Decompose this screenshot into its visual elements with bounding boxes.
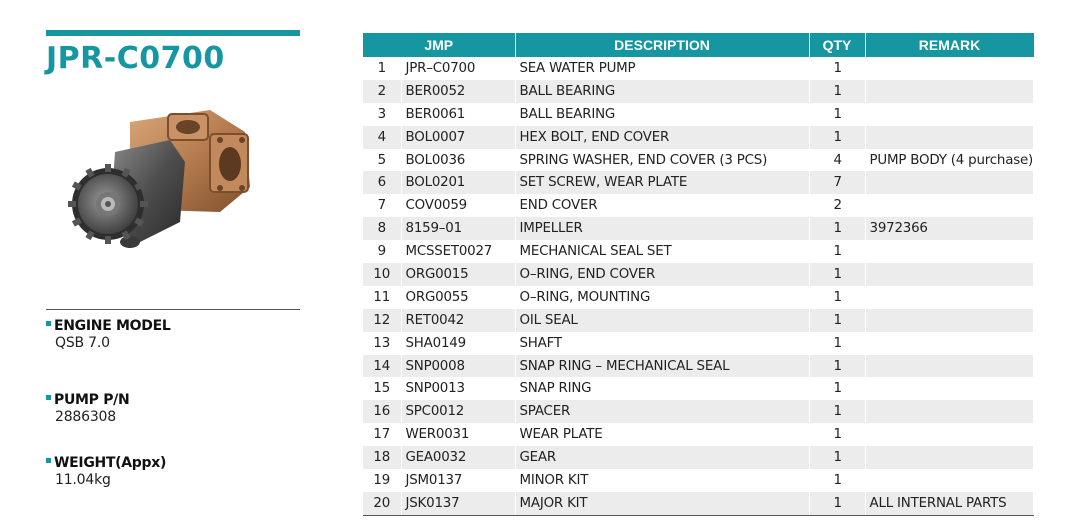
part-number: SPC0012 bbox=[401, 400, 515, 423]
part-remark: PUMP BODY (4 purchase) bbox=[865, 149, 1034, 172]
part-number: COV0059 bbox=[401, 194, 515, 217]
table-body bbox=[363, 57, 1034, 515]
parts-table bbox=[363, 33, 1034, 516]
row-number: 2 bbox=[363, 80, 401, 103]
table-row bbox=[363, 149, 1034, 172]
row-number: 12 bbox=[363, 309, 401, 332]
row-number: 1 bbox=[363, 57, 401, 80]
table-row bbox=[363, 103, 1034, 126]
table-row bbox=[363, 217, 1034, 240]
part-remark bbox=[865, 263, 1034, 286]
bullet-icon bbox=[46, 458, 51, 463]
part-number: ORG0015 bbox=[401, 263, 515, 286]
part-remark: ALL INTERNAL PARTS bbox=[865, 492, 1034, 515]
table-row bbox=[363, 126, 1034, 149]
table-row bbox=[363, 332, 1034, 355]
table-row bbox=[363, 286, 1034, 309]
part-description: HEX BOLT, END COVER bbox=[515, 126, 809, 149]
part-number: MCSSET0027 bbox=[401, 240, 515, 263]
part-number: BER0061 bbox=[401, 103, 515, 126]
part-remark bbox=[865, 332, 1034, 355]
bullet-icon bbox=[46, 395, 51, 400]
part-qty: 1 bbox=[809, 492, 865, 515]
part-description: O–RING, END COVER bbox=[515, 263, 809, 286]
part-number: JSM0137 bbox=[401, 469, 515, 492]
part-remark bbox=[865, 126, 1034, 149]
row-number: 19 bbox=[363, 469, 401, 492]
row-number: 20 bbox=[363, 492, 401, 515]
part-qty: 1 bbox=[809, 332, 865, 355]
part-remark bbox=[865, 355, 1034, 378]
spec-value: 11.04kg bbox=[55, 472, 111, 488]
table-row bbox=[363, 423, 1034, 446]
part-qty: 1 bbox=[809, 217, 865, 240]
row-number: 6 bbox=[363, 171, 401, 194]
table-row bbox=[363, 355, 1034, 378]
part-description: SNAP RING – MECHANICAL SEAL bbox=[515, 355, 809, 378]
table-row bbox=[363, 194, 1034, 217]
row-number: 11 bbox=[363, 286, 401, 309]
spec-value: 2886308 bbox=[55, 409, 116, 425]
part-remark bbox=[865, 446, 1034, 469]
divider bbox=[46, 309, 300, 310]
spec-label: ENGINE MODEL bbox=[54, 318, 171, 334]
spec-pump-pn bbox=[46, 392, 129, 425]
part-qty: 1 bbox=[809, 80, 865, 103]
row-number: 17 bbox=[363, 423, 401, 446]
table-row bbox=[363, 492, 1034, 515]
part-number: 8159–01 bbox=[401, 217, 515, 240]
part-number: SNP0008 bbox=[401, 355, 515, 378]
row-number: 3 bbox=[363, 103, 401, 126]
part-qty: 1 bbox=[809, 469, 865, 492]
spec-weight bbox=[46, 455, 166, 488]
part-qty: 1 bbox=[809, 446, 865, 469]
part-qty: 2 bbox=[809, 194, 865, 217]
header-description: DESCRIPTION bbox=[515, 33, 809, 57]
header-jmp: JMP bbox=[363, 33, 515, 57]
part-remark bbox=[865, 57, 1034, 80]
part-qty: 1 bbox=[809, 240, 865, 263]
part-qty: 1 bbox=[809, 103, 865, 126]
part-remark bbox=[865, 286, 1034, 309]
spec-value: QSB 7.0 bbox=[55, 335, 110, 351]
part-number: BOL0036 bbox=[401, 149, 515, 172]
row-number: 4 bbox=[363, 126, 401, 149]
part-description: SPRING WASHER, END COVER (3 PCS) bbox=[515, 149, 809, 172]
part-qty: 1 bbox=[809, 377, 865, 400]
part-remark bbox=[865, 377, 1034, 400]
part-number: ORG0055 bbox=[401, 286, 515, 309]
part-description: SNAP RING bbox=[515, 377, 809, 400]
part-qty: 7 bbox=[809, 171, 865, 194]
part-description: END COVER bbox=[515, 194, 809, 217]
part-remark bbox=[865, 103, 1034, 126]
row-number: 16 bbox=[363, 400, 401, 423]
part-number: BOL0007 bbox=[401, 126, 515, 149]
part-description: O–RING, MOUNTING bbox=[515, 286, 809, 309]
table-row bbox=[363, 309, 1034, 332]
table-row bbox=[363, 377, 1034, 400]
part-remark bbox=[865, 171, 1034, 194]
product-title: JPR-C0700 bbox=[46, 41, 225, 76]
pump-image bbox=[60, 92, 280, 272]
spec-label: PUMP P/N bbox=[54, 392, 130, 408]
part-qty: 1 bbox=[809, 263, 865, 286]
title-accent-bar bbox=[46, 30, 300, 36]
header-qty: QTY bbox=[809, 33, 865, 57]
table-row bbox=[363, 446, 1034, 469]
part-qty: 1 bbox=[809, 400, 865, 423]
part-description: SHAFT bbox=[515, 332, 809, 355]
part-remark bbox=[865, 240, 1034, 263]
table-header-row bbox=[363, 33, 1034, 57]
spec-label: WEIGHT(Appx) bbox=[54, 455, 167, 471]
part-description: MAJOR KIT bbox=[515, 492, 809, 515]
part-qty: 1 bbox=[809, 309, 865, 332]
table-row bbox=[363, 469, 1034, 492]
part-remark: 3972366 bbox=[865, 217, 1034, 240]
row-number: 8 bbox=[363, 217, 401, 240]
table-row bbox=[363, 57, 1034, 80]
spec-engine-model bbox=[46, 318, 170, 351]
part-description: SET SCREW, WEAR PLATE bbox=[515, 171, 809, 194]
part-description: SEA WATER PUMP bbox=[515, 57, 809, 80]
part-qty: 1 bbox=[809, 126, 865, 149]
part-qty: 1 bbox=[809, 57, 865, 80]
part-description: SPACER bbox=[515, 400, 809, 423]
part-number: BOL0201 bbox=[401, 171, 515, 194]
part-remark bbox=[865, 469, 1034, 492]
table-row bbox=[363, 171, 1034, 194]
part-number: BER0052 bbox=[401, 80, 515, 103]
part-number: WER0031 bbox=[401, 423, 515, 446]
row-number: 15 bbox=[363, 377, 401, 400]
part-description: IMPELLER bbox=[515, 217, 809, 240]
product-panel bbox=[0, 0, 310, 532]
part-remark bbox=[865, 80, 1034, 103]
part-remark bbox=[865, 400, 1034, 423]
part-description: BALL BEARING bbox=[515, 103, 809, 126]
part-number: SHA0149 bbox=[401, 332, 515, 355]
table-row bbox=[363, 240, 1034, 263]
row-number: 5 bbox=[363, 149, 401, 172]
part-description: WEAR PLATE bbox=[515, 423, 809, 446]
row-number: 18 bbox=[363, 446, 401, 469]
row-number: 10 bbox=[363, 263, 401, 286]
header-remark: REMARK bbox=[865, 33, 1034, 57]
part-number: SNP0013 bbox=[401, 377, 515, 400]
part-qty: 1 bbox=[809, 423, 865, 446]
part-qty: 1 bbox=[809, 355, 865, 378]
part-description: MINOR KIT bbox=[515, 469, 809, 492]
part-qty: 1 bbox=[809, 286, 865, 309]
part-remark bbox=[865, 423, 1034, 446]
part-description: BALL BEARING bbox=[515, 80, 809, 103]
table-row bbox=[363, 263, 1034, 286]
row-number: 7 bbox=[363, 194, 401, 217]
row-number: 13 bbox=[363, 332, 401, 355]
part-remark bbox=[865, 194, 1034, 217]
table-row bbox=[363, 80, 1034, 103]
part-description: OIL SEAL bbox=[515, 309, 809, 332]
row-number: 9 bbox=[363, 240, 401, 263]
part-description: GEAR bbox=[515, 446, 809, 469]
part-remark bbox=[865, 309, 1034, 332]
part-number: JSK0137 bbox=[401, 492, 515, 515]
table-row bbox=[363, 400, 1034, 423]
part-number: GEA0032 bbox=[401, 446, 515, 469]
part-number: RET0042 bbox=[401, 309, 515, 332]
bullet-icon bbox=[46, 321, 51, 326]
part-description: MECHANICAL SEAL SET bbox=[515, 240, 809, 263]
part-qty: 4 bbox=[809, 149, 865, 172]
row-number: 14 bbox=[363, 355, 401, 378]
part-number: JPR–C0700 bbox=[401, 57, 515, 80]
